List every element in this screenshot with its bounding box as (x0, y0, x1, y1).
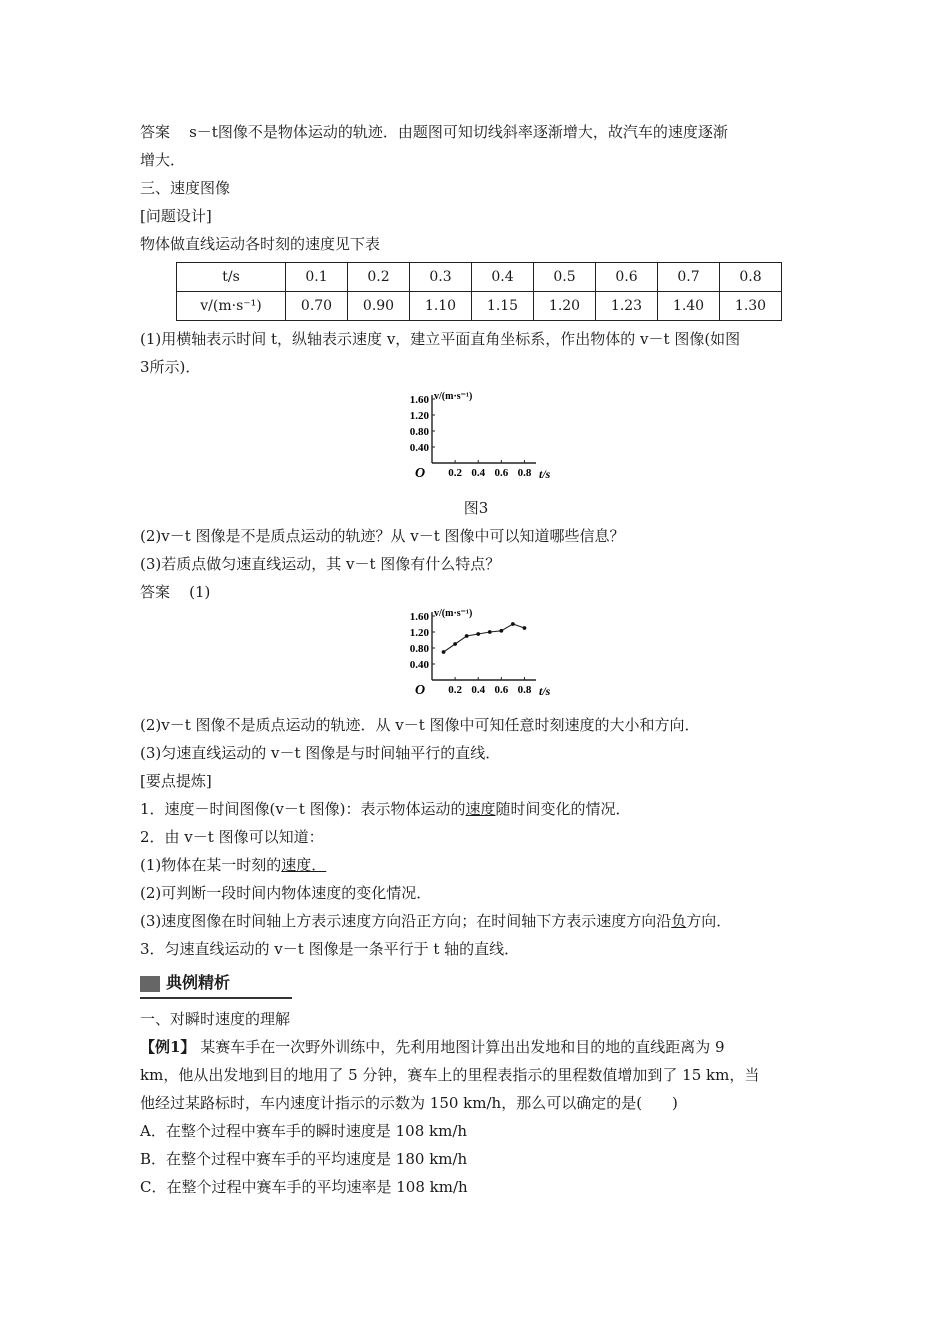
option-c: C．在整个过程中赛车手的平均速率是 108 km/h (140, 1178, 468, 1196)
text-segment: 随时间变化的情况． (495, 800, 631, 818)
empty-vt-graph (396, 385, 556, 485)
key-point-2: 2．由 v－t 图像可以知道： (140, 828, 324, 846)
table-cell: 1.20 (534, 292, 596, 321)
underlined-term: 速度 (465, 800, 496, 818)
option-b: B．在整个过程中赛车手的平均速度是 180 km/h (140, 1150, 468, 1168)
question-1-text-cont: 3所示)． (140, 358, 201, 376)
y-tick-label: 0.40 (409, 442, 429, 454)
document-content (140, 118, 812, 1201)
table-cell: 0.2 (348, 263, 410, 292)
y-axis-label: v/(m·s⁻¹) (434, 608, 473, 619)
y-tick-label: 0.40 (409, 659, 429, 671)
key-point-2c (140, 907, 812, 935)
option-a: A．在整个过程中赛车手的瞬时速度是 108 km/h (140, 1122, 468, 1140)
table-cell: 0.70 (286, 292, 348, 321)
key-points-label: [要点提炼] (140, 772, 212, 790)
example-1-line-1 (140, 1033, 812, 1061)
data-point (442, 650, 446, 654)
data-point (476, 632, 480, 636)
table-cell: 1.40 (658, 292, 720, 321)
y-tick-label: 1.20 (409, 627, 429, 639)
vt-graph-plotted (396, 602, 556, 702)
text-segment: 1．速度－时间图像(v－t 图像)：表示物体运动的 (140, 800, 466, 818)
section-banner (140, 969, 812, 999)
example-tag: 【例1】 (140, 1038, 196, 1056)
table-cell: 0.7 (658, 263, 720, 292)
key-point-1 (140, 795, 812, 823)
underlined-term: 速度． (281, 856, 327, 874)
answer-3-text: (3)匀速直线运动的 v－t 图像是与时间轴平行的直线． (140, 744, 501, 762)
section-heading: 三、速度图像 (140, 179, 231, 197)
x-tick-label: 0.2 (448, 467, 462, 479)
data-point (488, 630, 492, 634)
x-tick-label: 0.6 (494, 684, 509, 696)
example-text: 某赛车手在一次野外训练中，先利用地图计算出出发地和目的地的直线距离为 9 (200, 1038, 725, 1056)
data-point (511, 622, 515, 626)
x-tick-label: 0.8 (517, 684, 532, 696)
x-tick-label: 0.2 (448, 684, 462, 696)
table-header-velocity: v/(m·s⁻¹) (177, 292, 286, 321)
answer-2-text: (2)v－t 图像不是质点运动的轨迹．从 v－t 图像中可知任意时刻速度的大小和方向． (140, 716, 700, 734)
table-cell: 1.23 (596, 292, 658, 321)
answer-text: s－t图像不是物体运动的轨迹．由题图可知切线斜率逐渐增大，故汽车的速度逐渐 (189, 123, 728, 141)
x-axis-label: t/s (539, 467, 551, 481)
problem-design-label: [问题设计] (140, 207, 212, 225)
x-axis-label: t/s (539, 684, 551, 698)
table-row-time (177, 263, 782, 292)
section-marker-icon (140, 976, 160, 992)
y-axis-label: v/(m·s⁻¹) (434, 391, 473, 402)
origin-label: O (414, 466, 426, 481)
table-cell: 0.8 (720, 263, 782, 292)
answer-label: 答案 (140, 123, 171, 141)
table-cell: 0.6 (596, 263, 658, 292)
answer-line (140, 118, 812, 146)
figure-3 (140, 385, 812, 494)
table-cell: 0.4 (472, 263, 534, 292)
table-cell: 1.15 (472, 292, 534, 321)
answer-label: 答案 (140, 583, 171, 601)
figure-caption: 图3 (463, 499, 489, 517)
example-1-line-2: km，他从出发地到目的地用了 5 分钟，赛车上的里程表指示的里程数值增加到了 15 km，当 (140, 1066, 760, 1084)
table-cell: 0.3 (410, 263, 472, 292)
text-segment: (1)物体在某一时刻的 (140, 856, 282, 874)
table-cell: 1.10 (410, 292, 472, 321)
question-1-text: (1)用横轴表示时间 t，纵轴表示速度 v，建立平面直角坐标系，作出物体的 v－t 图像(如图 (140, 330, 741, 348)
y-tick-label: 1.60 (409, 394, 429, 406)
answer-text-cont: 增大． (140, 151, 186, 169)
x-tick-label: 0.4 (471, 684, 486, 696)
answer-item-number: (1) (189, 583, 211, 601)
table-intro: 物体做直线运动各时刻的速度见下表 (140, 235, 381, 253)
y-tick-label: 1.20 (409, 410, 429, 422)
section-title: 典例精析 (166, 973, 231, 992)
answer-figure (140, 602, 812, 711)
data-point (499, 629, 503, 633)
y-tick-label: 0.80 (409, 643, 429, 655)
data-point (465, 634, 469, 638)
origin-label: O (414, 683, 426, 698)
question-3-text: (3)若质点做匀速直线运动，其 v－t 图像有什么特点？ (140, 555, 501, 573)
topic-heading: 一、对瞬时速度的理解 (140, 1010, 291, 1028)
table-cell: 1.30 (720, 292, 782, 321)
key-point-2b: (2)可判断一段时间内物体速度的变化情况． (140, 884, 432, 902)
text-segment: 方向． (686, 912, 732, 930)
x-tick-label: 0.6 (494, 467, 509, 479)
example-1-line-3: 他经过某路标时，车内速度计指示的示数为 150 km/h，那么可以确定的是( ) (140, 1094, 678, 1112)
y-tick-label: 0.80 (409, 426, 429, 438)
x-tick-label: 0.8 (517, 467, 532, 479)
table-header-time: t/s (177, 263, 286, 292)
table-row-velocity (177, 292, 782, 321)
table-cell: 0.1 (286, 263, 348, 292)
key-point-3: 3．匀速直线运动的 v－t 图像是一条平行于 t 轴的直线． (140, 940, 520, 958)
section-rule (140, 997, 292, 999)
data-point (523, 626, 527, 630)
table-cell: 0.5 (534, 263, 596, 292)
x-tick-label: 0.4 (471, 467, 486, 479)
y-tick-label: 1.60 (409, 611, 429, 623)
velocity-table (176, 262, 782, 321)
key-point-2a (140, 851, 812, 879)
table-cell: 0.90 (348, 292, 410, 321)
question-2-text: (2)v－t 图像是不是质点运动的轨迹？从 v－t 图像中可以知道哪些信息？ (140, 527, 625, 545)
data-point (453, 642, 457, 646)
series-line (444, 624, 525, 652)
underlined-term: 负 (671, 912, 687, 930)
text-segment: (3)速度图像在时间轴上方表示速度方向沿正方向；在时间轴下方表示速度方向沿 (140, 912, 672, 930)
